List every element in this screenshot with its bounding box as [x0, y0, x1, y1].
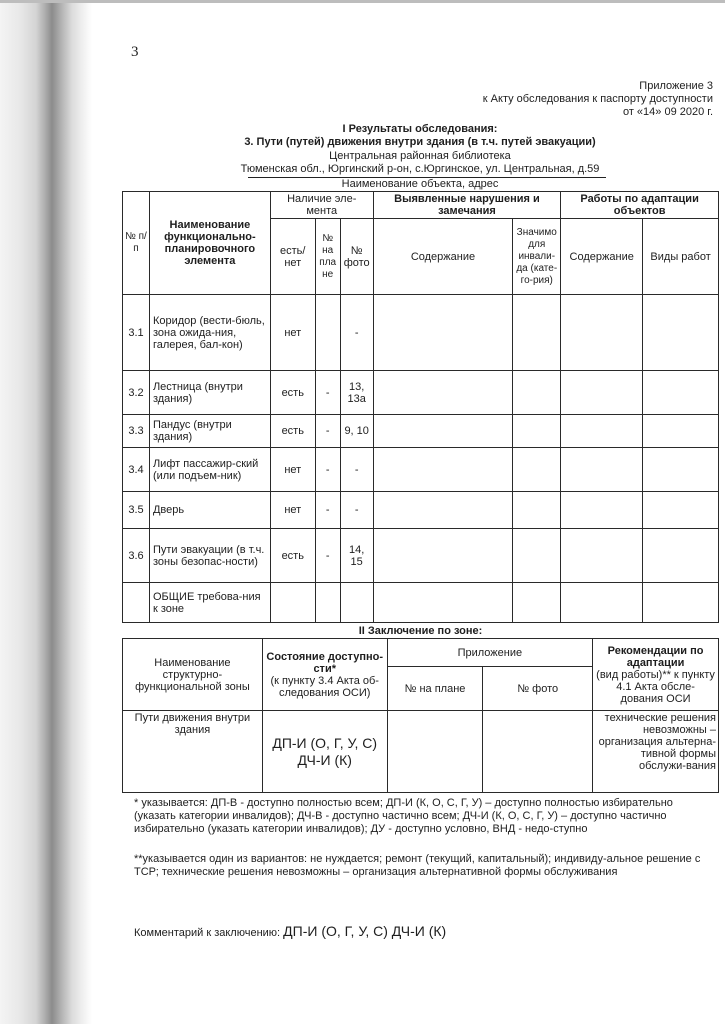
row-num: 3.6 [123, 529, 150, 583]
row-exists: есть [270, 415, 315, 448]
row-zone: Пути движения внутри здания [123, 711, 263, 793]
row-element-name: ОБЩИЕ требова-ния к зоне [149, 583, 270, 623]
header-plan-no: № на пла не [315, 219, 340, 295]
row-exists: нет [270, 448, 315, 492]
row-plan: - [315, 529, 340, 583]
row-exists: нет [270, 295, 315, 371]
header-works: Работы по адаптации объектов [561, 192, 719, 219]
header-status-title: Состояние доступно-сти* [266, 650, 383, 675]
row-num [123, 583, 150, 623]
scan-top-edge [0, 0, 725, 3]
comment-value: ДП-И (О, Г, У, С) ДЧ-И (К) [283, 923, 447, 939]
header-status-sub: (к пункту 3.4 Акта об-следования ОСИ) [270, 674, 379, 699]
row-element-name: Коридор (вести-бюль, зона ожида-ния, галерея, бал-кон) [149, 295, 270, 371]
header-recommendations [593, 639, 719, 711]
row-element-name: Дверь [149, 492, 270, 529]
row-photo: 13, 13а [340, 371, 373, 415]
conclusion-comment [134, 923, 446, 939]
header-content: Содержание [373, 219, 513, 295]
appendix-line-2: к Акту обследования к паспорту доступности [482, 93, 713, 105]
table-row [123, 415, 719, 448]
table-row [123, 492, 719, 529]
header-element-name: Наименование функционально-планировочного элемента [149, 192, 270, 295]
row-exists [270, 583, 315, 623]
footnote-recommendation-legend: **указывается один из вариантов: не нуждается; ремонт (текущий, капитальный); индивиду-альное решение с ТСР; технические решения невозможны – организация альтернативной формы обслуживания [134, 853, 701, 878]
header-plan-no: № на плане [387, 667, 483, 711]
section-2-heading: II Заключение по зоне: [358, 625, 483, 637]
page-number: 3 [131, 44, 139, 60]
header-significant: Значимо для инвали-да (кате-го-рия) [513, 219, 561, 295]
header-photo-no: № фото [340, 219, 373, 295]
row-photo [340, 583, 373, 623]
header-exists: есть/ нет [270, 219, 315, 295]
section-1-heading: I Результаты обследования: [342, 123, 498, 135]
row-exists: есть [270, 371, 315, 415]
row-element-name: Лестница (внутри здания) [149, 371, 270, 415]
header-rec-sub: (вид работы)** к пункту 4.1 Акта обсле-дования ОСИ [596, 668, 715, 705]
table-row [123, 529, 719, 583]
row-num: 3.4 [123, 448, 150, 492]
row-element-name: Пандус (внутри здания) [149, 415, 270, 448]
appendix-line-3: от «14» 09 2020 г. [622, 106, 713, 118]
table-row [123, 711, 719, 793]
row-exists: есть [270, 529, 315, 583]
header-presence: Наличие эле-мента [270, 192, 373, 219]
table-row [123, 295, 719, 371]
comment-label: Комментарий к заключению: [134, 927, 281, 939]
zone-conclusion-table [122, 638, 719, 793]
scan-edge-shadow [0, 0, 92, 1024]
header-num: № п/п [123, 192, 150, 295]
appendix-line-1: Приложение 3 [639, 80, 713, 92]
header-status [262, 639, 387, 711]
row-photo: 14, 15 [340, 529, 373, 583]
row-plan [315, 583, 340, 623]
survey-results-table [122, 191, 719, 623]
header-appendix: Приложение [387, 639, 593, 667]
row-plan [387, 711, 483, 793]
row-plan: - [315, 448, 340, 492]
table-row [123, 448, 719, 492]
row-plan: - [315, 492, 340, 529]
row-plan: - [315, 371, 340, 415]
row-status: ДП-И (О, Г, У, С) ДЧ-И (К) [262, 711, 387, 793]
row-photo: - [340, 295, 373, 371]
object-name: Центральная районная библиотека [329, 150, 511, 162]
object-address: Тюменская обл., Юргинский р-он, с.Юргинское, ул. Центральная, д.59 [240, 163, 600, 175]
header-work-types: Виды работ [643, 219, 719, 295]
row-element-name: Пути эвакуации (в т.ч. зоны безопас-ности) [149, 529, 270, 583]
row-photo: - [340, 492, 373, 529]
row-num: 3.5 [123, 492, 150, 529]
table-row [123, 371, 719, 415]
row-photo: - [340, 448, 373, 492]
section-subtitle: 3. Пути (путей) движения внутри здания (в т.ч. путей эвакуации) [244, 136, 596, 148]
row-photo [483, 711, 593, 793]
header-violations: Выявленные нарушения и замечания [373, 192, 561, 219]
header-zone-name: Наименование структурно-функциональной зоны [123, 639, 263, 711]
footnote-status-legend: * указывается: ДП-В - доступно полностью всем; ДП-И (К, О, С, Г, У) – доступно полностью избирательно (указать категории инвалидов); ДЧ-В - доступно частично всем; ДЧ-И (К, О, С, Г, У) – доступно частично избирательно (указать категории инвалидов); ДУ - доступно условно, ВНД - недо-ступно [134, 797, 673, 835]
header-rec-title: Рекомендации по адаптации [607, 644, 704, 669]
row-num: 3.2 [123, 371, 150, 415]
appendix-reference [483, 80, 713, 119]
row-photo: 9, 10 [340, 415, 373, 448]
object-caption: Наименование объекта, адрес [341, 178, 499, 190]
row-num: 3.3 [123, 415, 150, 448]
row-plan [315, 295, 340, 371]
row-num: 3.1 [123, 295, 150, 371]
row-element-name: Лифт пассажир-ский (или подъем-ник) [149, 448, 270, 492]
header-photo-no: № фото [483, 667, 593, 711]
row-recommendation: технические решения невозможны – организация альтерна-тивной формы обслужи-вания [593, 711, 719, 793]
table-row [123, 583, 719, 623]
header-works-content: Содержание [561, 219, 643, 295]
row-plan: - [315, 415, 340, 448]
row-exists: нет [270, 492, 315, 529]
